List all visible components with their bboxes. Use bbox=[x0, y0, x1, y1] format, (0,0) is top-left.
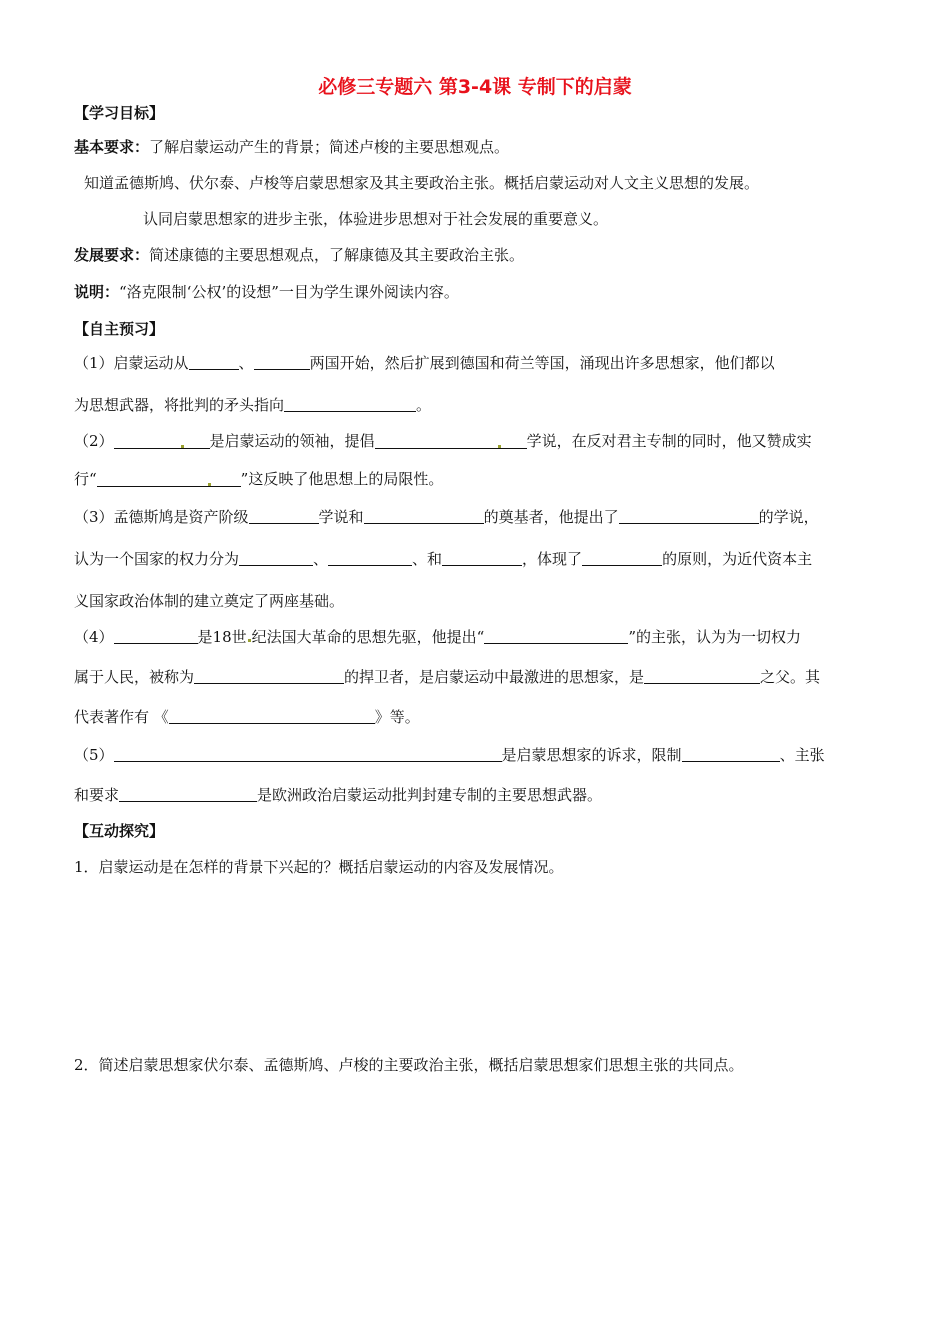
q5-text-d: 和要求 bbox=[74, 786, 120, 804]
q1-blank-1[interactable] bbox=[189, 353, 239, 370]
q4-text-g: 之父。其 bbox=[760, 668, 821, 686]
q3-blank-1[interactable] bbox=[249, 507, 319, 524]
q5-text-c: 、主张 bbox=[779, 746, 825, 764]
q5-text-a: （5） bbox=[74, 746, 114, 764]
q2-blank-3[interactable] bbox=[97, 470, 241, 487]
q4-text-b: 是18世 bbox=[197, 628, 247, 646]
q3-text-b: 学说和 bbox=[318, 508, 364, 526]
q4-text-h: 代表著作有 《 bbox=[74, 708, 169, 726]
q2-blank-2[interactable] bbox=[375, 432, 527, 449]
q1-line-1 bbox=[74, 352, 880, 374]
note bbox=[74, 281, 880, 303]
q3-line-2 bbox=[74, 548, 880, 570]
q3-blank-3[interactable] bbox=[619, 507, 759, 524]
q1-line-2 bbox=[74, 394, 880, 416]
mark-dot bbox=[181, 445, 184, 448]
q3-blank-6[interactable] bbox=[442, 549, 522, 566]
q4-text-e: 属于人民，被称为 bbox=[74, 668, 195, 686]
q2-text-d: 行“ bbox=[74, 470, 97, 488]
q2-text-a: （2） bbox=[74, 432, 114, 450]
q5-blank-1[interactable] bbox=[114, 745, 502, 762]
q4-blank-1[interactable] bbox=[114, 627, 198, 644]
learning-goals-heading: 【学习目标】 bbox=[74, 104, 165, 122]
q4-line-3 bbox=[74, 706, 880, 728]
q1-text-c: 两国开始，然后扩展到德国和荷兰等国，涌现出许多思想家，他们都以 bbox=[309, 354, 775, 372]
q3-text-f: 、 bbox=[313, 550, 329, 568]
q2-line-1 bbox=[74, 430, 880, 452]
q2-text-b: 是启蒙运动的领袖，提倡 bbox=[209, 432, 375, 450]
q3-text-a: （3）孟德斯鸠是资产阶级 bbox=[74, 508, 249, 526]
mark-dot bbox=[498, 445, 501, 448]
q4-blank-4[interactable] bbox=[644, 667, 760, 684]
q4-text-i: 》等。 bbox=[374, 708, 420, 726]
q4-blank-5[interactable] bbox=[169, 707, 375, 724]
note-label: 说明： bbox=[74, 283, 120, 301]
q3-blank-7[interactable] bbox=[582, 549, 662, 566]
q4-text-d: ”的主张，认为为一切权力 bbox=[628, 628, 801, 646]
q2-text-c: 学说，在反对君主专制的同时，他又赞成实 bbox=[526, 432, 812, 450]
q2-line-2 bbox=[74, 468, 880, 490]
q1-text-e: 。 bbox=[416, 396, 432, 414]
q4-text-a: （4） bbox=[74, 628, 114, 646]
q5-line-2 bbox=[74, 784, 880, 806]
development-requirement bbox=[74, 244, 880, 266]
q5-text-e: 是欧洲政治启蒙运动批判封建专制的主要思想武器。 bbox=[257, 786, 603, 804]
q1-blank-2[interactable] bbox=[254, 353, 310, 370]
q3-text-c: 的奠基者，他提出了 bbox=[483, 508, 619, 526]
q3-text-g: 、和 bbox=[412, 550, 443, 568]
q4-text-f: 的捍卫者，是启蒙运动中最激进的思想家，是 bbox=[344, 668, 645, 686]
q3-blank-4[interactable] bbox=[239, 549, 313, 566]
explore-question-2: 2．简述启蒙思想家伏尔泰、孟德斯鸠、卢梭的主要政治主张，概括启蒙思想家们思想主张的共同点。 bbox=[74, 1056, 744, 1074]
q3-text-h: ，体现了 bbox=[522, 550, 583, 568]
q4-line-1 bbox=[74, 626, 880, 648]
q3-text-i: 的原则，为近代资本主 bbox=[662, 550, 813, 568]
q1-blank-3[interactable] bbox=[284, 395, 416, 412]
basic-text: 了解启蒙运动产生的背景；简述卢梭的主要思想观点。 bbox=[149, 138, 510, 156]
mark-dot bbox=[248, 639, 251, 642]
explore-heading: 【互动探究】 bbox=[74, 822, 165, 840]
q1-text-d: 为思想武器，将批判的矛头指向 bbox=[74, 396, 285, 414]
q5-text-b: 是启蒙思想家的诉求，限制 bbox=[501, 746, 682, 764]
q3-line-3: 义国家政治体制的建立奠定了两座基础。 bbox=[74, 592, 345, 610]
dev-text: 简述康德的主要思想观点，了解康德及其主要政治主张。 bbox=[149, 246, 525, 264]
mark-dot bbox=[208, 483, 211, 486]
q2-text-e: ”这反映了他思想上的局限性。 bbox=[240, 470, 444, 488]
q4-blank-3[interactable] bbox=[194, 667, 344, 684]
basic-label: 基本要求： bbox=[74, 138, 150, 156]
goal-line-2: 知道孟德斯鸠、伏尔泰、卢梭等启蒙思想家及其主要政治主张。概括启蒙运动对人文主义思想的发展。 bbox=[84, 174, 760, 192]
goal-line-3: 认同启蒙思想家的进步主张，体验进步思想对于社会发展的重要意义。 bbox=[143, 210, 609, 228]
q4-line-2 bbox=[74, 666, 880, 688]
q3-text-d: 的学说， bbox=[758, 508, 819, 526]
basic-requirement bbox=[74, 136, 880, 158]
q1-text-a: （1）启蒙运动从 bbox=[74, 354, 189, 372]
q5-line-1 bbox=[74, 744, 880, 766]
q5-blank-2[interactable] bbox=[682, 745, 780, 762]
q3-blank-2[interactable] bbox=[364, 507, 484, 524]
q2-blank-1[interactable] bbox=[114, 432, 210, 449]
q4-blank-2[interactable] bbox=[484, 627, 628, 644]
page-title: 必修三专题六 第3-4课 专制下的启蒙 bbox=[318, 76, 632, 98]
note-text: “洛克限制‘公权’的设想”一目为学生课外阅读内容。 bbox=[119, 283, 459, 301]
dev-label: 发展要求： bbox=[74, 246, 150, 264]
q5-blank-3[interactable] bbox=[119, 785, 257, 802]
q4-text-c: 纪法国大革命的思想先驱，他提出“ bbox=[251, 628, 485, 646]
q1-text-b: 、 bbox=[238, 354, 254, 372]
q3-line-1 bbox=[74, 506, 880, 528]
q3-blank-5[interactable] bbox=[328, 549, 412, 566]
explore-question-1: 1．启蒙运动是在怎样的背景下兴起的？概括启蒙运动的内容及发展情况。 bbox=[74, 858, 564, 876]
q3-text-e: 认为一个国家的权力分为 bbox=[74, 550, 240, 568]
preview-heading: 【自主预习】 bbox=[74, 320, 165, 338]
